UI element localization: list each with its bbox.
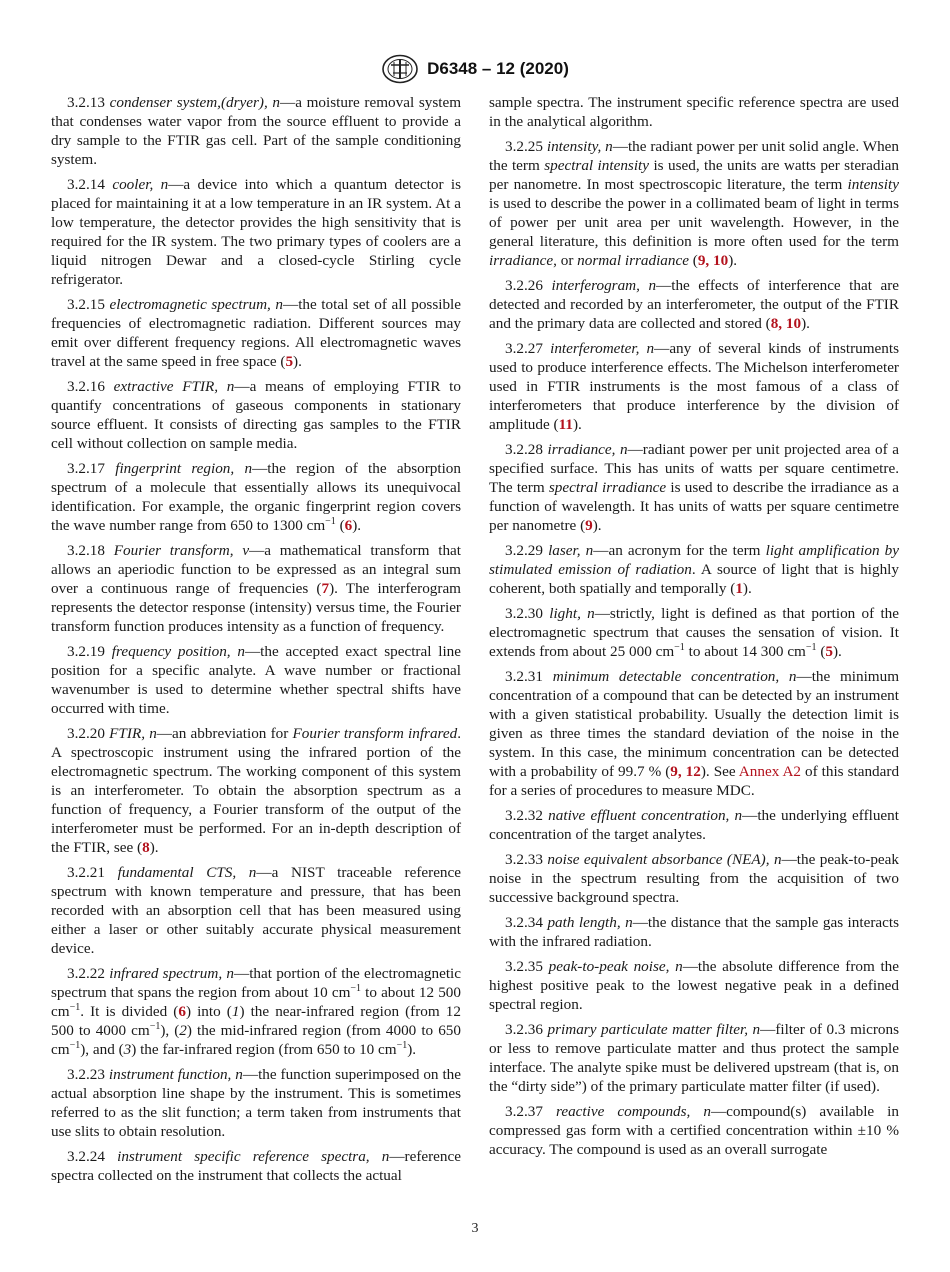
reference-link[interactable]: 9, 12 (670, 763, 701, 780)
definition-paragraph (51, 93, 461, 169)
text-run: —an acronym for the term (593, 542, 766, 559)
text-run: —a device into which a quantum detector is placed for maintaining it at a low temperature in an IR system. At a low temperature, the detector provides the high sensitivity that is required for the IR system. The two primary types of coolers are a liquid nitrogen Dewar and a closed-cycle Stirling cycle refrigerator. (51, 176, 461, 288)
text-run: 3.2.36 (505, 1021, 548, 1038)
text-run: —the accepted exact spectral line position for a specific analyte. A wave number or fractional wavenumber is used to determine whether spectral shifts have occurred with time. (51, 643, 462, 717)
definition-paragraph (51, 377, 461, 453)
text-run: ). See (700, 763, 739, 780)
definition-paragraph (51, 964, 461, 1059)
definition-paragraph (51, 1147, 461, 1185)
reference-link[interactable]: 8, 10 (770, 315, 802, 332)
definition-paragraph (489, 1020, 899, 1096)
term-italic: primary particulate matter filter, n (547, 1021, 761, 1038)
text-run: 3.2.13 (67, 94, 110, 111)
document-designation: D6348 – 12 (2020) (427, 59, 569, 78)
term-italic: Fourier transform, v (113, 542, 250, 559)
term-italic: spectral intensity (544, 157, 650, 174)
term-italic: electromagnetic spectrum, n (109, 296, 283, 313)
page-number: 3 (471, 1221, 479, 1236)
term-italic: cooler, n (112, 176, 169, 193)
superscript: −1 (805, 642, 817, 653)
text-run: to about 14 300 cm (684, 643, 806, 660)
reference-link[interactable]: 11 (558, 416, 573, 433)
reference-link[interactable]: 8 (142, 839, 150, 856)
superscript: −1 (396, 1040, 408, 1051)
text-run: 3.2.35 (505, 958, 549, 975)
text-run: 3.2.19 (67, 643, 112, 660)
term-italic: 1 (231, 1003, 240, 1020)
definition-paragraph (51, 541, 461, 636)
definition-paragraph (489, 137, 899, 270)
text-run: 3.2.14 (67, 176, 113, 193)
page-header (0, 54, 950, 84)
text-run: 3.2.31 (505, 668, 553, 685)
term-italic: irradiance, n (547, 441, 628, 458)
definition-paragraph (51, 863, 461, 958)
definition-paragraph (51, 175, 461, 289)
text-run: 3.2.23 (67, 1066, 109, 1083)
text-run: ) the mid-infrared region (from 4000 to 650 cm (51, 1022, 461, 1058)
text-run: ), and ( (80, 1041, 124, 1058)
text-run: ) the far-infrared region (from 650 to 10 cm (131, 1041, 397, 1058)
text-run: is used, the units are watts per steradian per nanometre. In most spectroscopic literature, the term (489, 157, 900, 193)
term-italic: spectral irradiance (548, 479, 667, 496)
definition-paragraph (489, 957, 899, 1014)
text-run: ( (335, 517, 345, 534)
term-italic: normal irradiance (577, 252, 689, 269)
text-run: ). (592, 517, 602, 534)
definition-paragraph (51, 459, 461, 535)
term-italic: interferometer, n (550, 340, 655, 357)
superscript: −1 (350, 983, 362, 994)
superscript: −1 (69, 1040, 81, 1051)
text-run: 3.2.18 (67, 542, 114, 559)
annex-link[interactable]: Annex A2 (738, 763, 802, 780)
text-run: —strictly, light is defined as that portion of the electromagnetic spectrum that causes the sensation of vision. It extends from about 25 000 cm (489, 605, 899, 660)
term-italic: instrument function, n (108, 1066, 243, 1083)
text-run: —the distance that the sample gas interacts with the infrared radiation. (489, 914, 900, 950)
text-run: is used to describe the irradiance as a function of wavelength. It has units of watts per square centimetre per nanometre ( (489, 479, 899, 534)
text-run: —the region of the absorption spectrum of a molecule that essentially allows its unequivocal identification. For example, the organic fingerprint region covers the wave number range from 650 to 1300 cm (51, 460, 461, 534)
text-run: ( (816, 643, 826, 660)
text-run: sample spectra. The instrument specific reference spectra are used in the analytical algorithm. (489, 94, 899, 130)
text-run: —an abbreviation for (156, 725, 293, 742)
text-run: 3.2.32 (505, 807, 549, 824)
text-run: 3.2.21 (67, 864, 118, 881)
text-run: . A spectroscopic instrument using the infrared portion of the electromagnetic spectrum. The working component of this system is an interferometer. To obtain the absorption spectrum as a function of frequency, a Fourier transform of the output of the interferometer must be performed. For an in-depth description of the FTIR, see ( (51, 725, 462, 856)
definition-paragraph (51, 1065, 461, 1141)
text-run: ), ( (160, 1022, 180, 1039)
text-run: ). (352, 517, 362, 534)
text-run: 3.2.15 (67, 296, 110, 313)
text-run: —the minimum concentration of a compound that can be detected by an instrument with a given statistical probability. Usually the detection limit is given as three times the standard deviation of the noise in the system. In this case, the minimum concentration can be detected with a probability of 99.7 % ( (489, 668, 900, 780)
text-run: 3.2.26 (505, 277, 552, 294)
text-run: ). (572, 416, 582, 433)
text-run: 3.2.17 (67, 460, 116, 477)
definition-paragraph (489, 93, 899, 131)
definition-paragraph (489, 440, 899, 535)
text-run: 3.2.16 (67, 378, 114, 395)
term-italic: condenser system,(dryer), n (109, 94, 281, 111)
text-run: —filter of 0.3 microns or less to remove particulate matter and thus protect the sample interface. The analyte spike must be delivered upstream (that is, on the “dirty side”) of the primary particulate matter filter (if used). (489, 1021, 899, 1095)
text-run: —the effects of interference that are detected and recorded by an interferometer, the output of the FTIR and the primary data are collected and stored ( (489, 277, 900, 332)
reference-link[interactable]: 5 (825, 643, 833, 660)
reference-link[interactable]: 1 (735, 580, 743, 597)
definition-paragraph (51, 724, 461, 857)
definition-paragraph (489, 913, 899, 951)
text-run: —radiant power per unit projected area of a specified surface. This has units of watts per square centimetre. The term (489, 441, 900, 496)
term-italic: reactive compounds, n (556, 1103, 711, 1120)
text-run: 3.2.22 (67, 965, 110, 982)
text-run: ). (728, 252, 738, 269)
text-run: —any of several kinds of instruments used to produce interference effects. The Michelson interferometer used in FTIR instruments is the most famous of a class of interferometers that produce interference by the division of amplitude ( (489, 340, 900, 433)
reference-link[interactable]: 9 (585, 517, 593, 534)
term-italic: native effluent concentration, n (548, 807, 743, 824)
text-run: —a means of employing FTIR to quantify concentrations of gaseous components in stationary source effluent. It consists of directing gas samples to the FTIR cell without collection on sample media. (51, 378, 461, 452)
definition-paragraph (51, 295, 461, 371)
term-italic: noise equivalent absorbance (NEA), n (547, 851, 782, 868)
term-italic: FTIR, n (109, 725, 157, 742)
term-italic: light amplification by stimulated emission of radiation (489, 542, 899, 578)
term-italic: light, n (549, 605, 595, 622)
text-run: 3.2.33 (505, 851, 548, 868)
term-italic: frequency position, n (111, 643, 245, 660)
term-italic: irradiance (489, 252, 554, 269)
text-run: ). (801, 315, 810, 332)
text-run: 3.2.29 (505, 542, 549, 559)
term-italic: extractive FTIR, n (113, 378, 235, 395)
term-italic: instrument specific reference spectra, n (117, 1148, 390, 1165)
text-run: —the absolute difference from the highest positive peak to the lowest negative peak in a defined spectral region. (489, 958, 900, 1013)
text-run: , or (553, 252, 578, 269)
text-run: . A source of light that is highly coherent, both spatially and temporally ( (489, 561, 899, 597)
reference-link[interactable]: 6 (344, 517, 353, 534)
text-run: ) into ( (185, 1003, 232, 1020)
term-italic: laser, n (548, 542, 594, 559)
definition-paragraph (489, 850, 899, 907)
term-italic: fingerprint region, n (115, 460, 253, 477)
astm-logo-icon (381, 54, 419, 84)
text-run: —the total set of all possible frequencies of electromagnetic radiation. Different sources may emit over different frequency regions. All electromagnetic waves travel at the same speed in free space ( (51, 296, 462, 370)
definition-paragraph (51, 642, 461, 718)
text-run: 3.2.27 (505, 340, 551, 357)
text-run: —the function superimposed on the actual absorption line shape by the instrument. This is sometimes referred to as the slit function; a term taken from instruments that use slits to obtain resolution. (51, 1066, 462, 1140)
text-run: ). (832, 643, 842, 660)
definition-paragraph (489, 276, 899, 333)
term-italic: 3 (123, 1041, 132, 1058)
definition-paragraph (489, 604, 899, 661)
text-run: ). (293, 353, 302, 370)
text-run: 3.2.24 (67, 1148, 118, 1165)
text-run: —reference spectra collected on the instrument that collects the actual (51, 1148, 461, 1184)
text-run: 3.2.28 (505, 441, 548, 458)
definition-paragraph (489, 541, 899, 598)
term-italic: Fourier transform infrared (292, 725, 458, 742)
text-run: of this standard for a series of procedures to measure MDC. (489, 763, 900, 799)
reference-link[interactable]: 5 (285, 353, 294, 370)
text-run: —the underlying effluent concentration of the target analytes. (489, 807, 899, 843)
reference-link[interactable]: 6 (178, 1003, 186, 1020)
text-run: 3.2.34 (505, 914, 548, 931)
term-italic: infrared spectrum, n (109, 965, 234, 982)
text-run: —the peak-to-peak noise in the spectrum resulting from the acquisition of two successive background spectra. (489, 851, 900, 906)
term-italic: peak-to-peak noise, n (548, 958, 683, 975)
text-run: —a moisture removal system that condenses water vapor from the source effluent to provide a dry sample to the FTIR gas cell. Part of the sample conditioning system. (51, 94, 462, 168)
definition-paragraph (489, 1102, 899, 1159)
text-run: . It is divided ( (80, 1003, 179, 1020)
text-run: ( (688, 252, 698, 269)
text-run: ). (149, 839, 159, 856)
text-run: to about 12 500 cm (51, 984, 461, 1020)
text-run: 3.2.37 (505, 1103, 556, 1120)
superscript: −1 (674, 642, 685, 653)
reference-link[interactable]: 9, 10 (697, 252, 729, 269)
text-run: is used to describe the power in a collimated beam of light in terms of power per unit area per unit wavelength. However, in the general literature, this definition is more often used for the term (489, 195, 899, 250)
text-run: —a mathematical transform that allows an aperiodic function to be expressed as an integral sum over a continuous range of frequencies ( (51, 542, 461, 597)
right-column (489, 93, 899, 1165)
text-run: ) the near-infrared region (from 12 500 to 4000 cm (51, 1003, 461, 1039)
text-run: —the radiant power per unit solid angle. When the term (489, 138, 900, 174)
text-run: 3.2.25 (505, 138, 547, 155)
left-column (51, 93, 461, 1191)
term-italic: fundamental CTS, n (117, 864, 257, 881)
text-run: 3.2.30 (505, 605, 550, 622)
definition-paragraph (489, 806, 899, 844)
text-run: ). The interferogram represents the detector response (intensity) versus time, the Fourier transform function produces intensity as a function of frequency. (51, 580, 461, 635)
definition-paragraph (489, 667, 899, 800)
term-italic: path length, n (547, 914, 633, 931)
text-run: —that portion of the electromagnetic spectrum that spans the region from about 10 cm (51, 965, 461, 1001)
text-run: ). (407, 1041, 417, 1058)
term-italic: minimum detectable concentration, n (552, 668, 797, 685)
text-run: —compound(s) available in compressed gas form with a certified concentration within ±10 % accuracy. The compound is used as an overall surrogate (489, 1103, 899, 1158)
reference-link[interactable]: 7 (321, 580, 330, 597)
text-run: ). (742, 580, 752, 597)
term-italic: interferogram, n (551, 277, 657, 294)
term-italic: intensity, n (546, 138, 613, 155)
definition-paragraph (489, 339, 899, 434)
term-italic: intensity (847, 176, 899, 193)
term-italic: 2 (179, 1022, 187, 1039)
superscript: −1 (149, 1021, 161, 1032)
text-run: 3.2.20 (67, 725, 110, 742)
superscript: −1 (325, 516, 336, 527)
superscript: −1 (69, 1002, 81, 1013)
text-run: —a NIST traceable reference spectrum with known temperature and pressure, that has been recorded with an absorption cell that has been measured using either a laser or other suitably accurate physical measurement device. (51, 864, 462, 957)
